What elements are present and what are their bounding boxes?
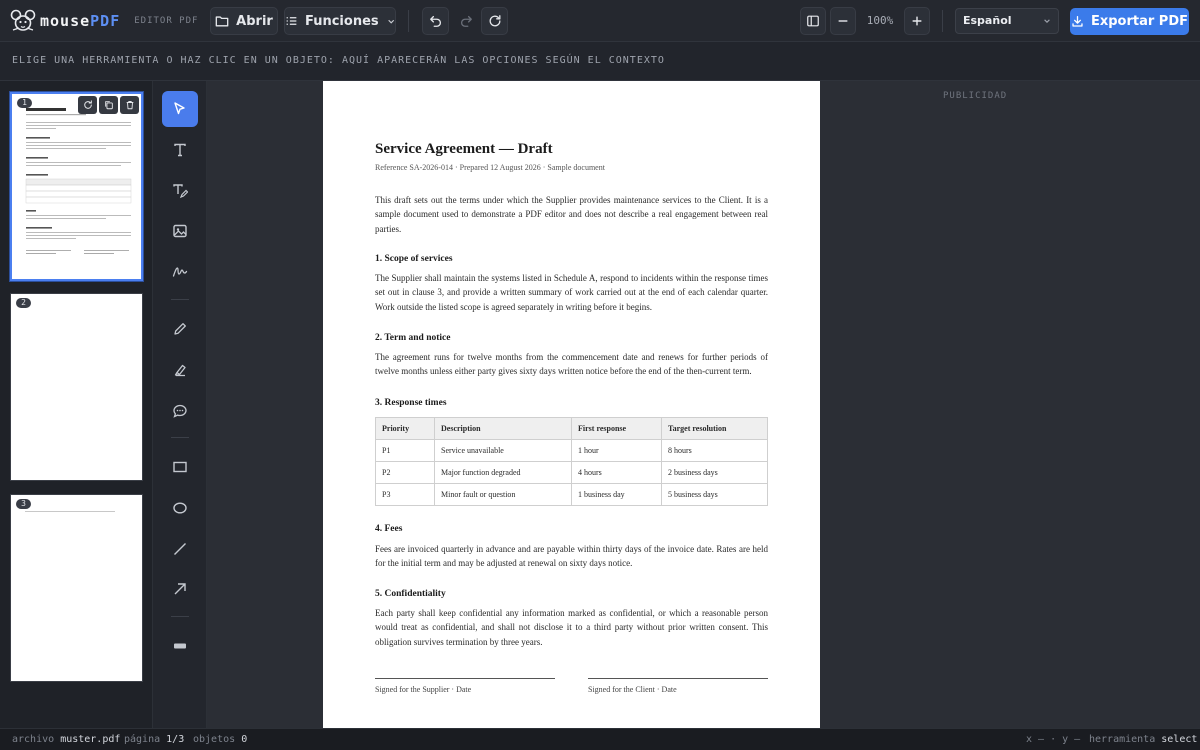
table-row xyxy=(376,484,768,506)
tool-pen[interactable] xyxy=(162,311,198,347)
table-header-row xyxy=(376,418,768,440)
section-paragraph: Fees are invoiced quarterly in advance and are payable within thirty days of the invoice date. Rates are held for the initial term and may be adjusted at renewal on sixty days notice. xyxy=(375,544,768,569)
tool-text[interactable] xyxy=(162,132,198,168)
section-paragraph: Each party shall keep confidential any information marked as confidential, or which a reasonable person would treat as confidential, and shall not disclose it to a third party without prior written consent. This obligation survives termination by three years. xyxy=(375,608,768,647)
text-edit-icon xyxy=(172,183,188,199)
context-hint: ELIGE UNA HERRAMIENTA O HAZ CLIC EN UN OBJETO: AQUÍ APARECERÁN LAS OPCIONES SEGÚN EL CONTEXTO xyxy=(12,55,665,66)
toolbar-divider xyxy=(408,10,409,32)
page-thumbnail-3[interactable] xyxy=(10,494,143,682)
arrow-icon xyxy=(172,581,188,597)
page-number-badge: 3 xyxy=(16,499,31,509)
table-cell: P1 xyxy=(376,440,435,462)
document-canvas[interactable] xyxy=(207,81,1200,728)
redo-icon xyxy=(459,14,473,28)
top-toolbar xyxy=(0,0,1200,42)
app-name: mousePDF xyxy=(40,12,121,30)
delete-page-button[interactable] xyxy=(120,96,139,114)
status-tool: herramienta select xyxy=(1089,734,1198,745)
table-cell: 5 business days xyxy=(662,484,768,506)
table-row xyxy=(376,440,768,462)
page-thumbnails-panel xyxy=(0,81,153,728)
tool-rectangle[interactable] xyxy=(162,449,198,485)
app-subtitle: EDITOR PDF xyxy=(134,16,199,26)
highlighter-icon xyxy=(172,362,188,378)
language-value: Español xyxy=(963,14,1012,27)
table-cell: 1 business day xyxy=(572,484,662,506)
line-icon xyxy=(172,541,188,557)
redo-button[interactable] xyxy=(452,7,479,35)
image-icon xyxy=(172,223,188,239)
page-1-preview xyxy=(12,94,143,281)
list-icon xyxy=(285,14,298,28)
rotate-page-button[interactable] xyxy=(78,96,97,114)
open-button[interactable] xyxy=(210,7,278,35)
toolbar-divider xyxy=(942,10,943,32)
chevron-down-icon xyxy=(1043,17,1051,25)
language-select[interactable] xyxy=(955,8,1059,34)
context-options-bar xyxy=(0,42,1200,81)
folder-icon xyxy=(215,14,229,28)
page-thumbnail-1[interactable] xyxy=(10,92,143,281)
plus-icon xyxy=(910,14,924,28)
tool-image[interactable] xyxy=(162,213,198,249)
status-page: página 1/3 xyxy=(124,734,185,745)
export-label: Exportar PDF xyxy=(1090,14,1189,29)
section-paragraph: The Supplier shall maintain the systems listed in Schedule A, respond to incidents within the response times set out in clause 3, and provide a written summary of work carried out at the end of each calendar quarter. Work outside the listed scope is agreed separately in writing before it begins. xyxy=(375,273,768,312)
response-times-table xyxy=(375,417,768,506)
signature-icon xyxy=(172,264,188,280)
table-header: Description xyxy=(435,418,572,440)
thumbnail-actions xyxy=(78,96,139,114)
table-cell: Minor fault or question xyxy=(435,484,572,506)
page-thumbnail-2[interactable] xyxy=(10,293,143,481)
ad-label: PUBLICIDAD xyxy=(943,91,1008,101)
zoom-level: 100% xyxy=(866,14,894,27)
tool-arrow[interactable] xyxy=(162,571,198,607)
client-signature-line: Signed for the Client · Date xyxy=(588,678,768,694)
undo-button[interactable] xyxy=(422,7,449,35)
rotate-icon xyxy=(83,100,93,110)
tool-highlighter[interactable] xyxy=(162,352,198,388)
table-cell: 8 hours xyxy=(662,440,768,462)
table-cell: P3 xyxy=(376,484,435,506)
tool-rail xyxy=(153,81,207,728)
table-row xyxy=(376,462,768,484)
zoom-in-button[interactable] xyxy=(904,7,930,35)
rectangle-icon xyxy=(172,459,188,475)
pencil-icon xyxy=(172,321,188,337)
download-icon xyxy=(1071,15,1084,28)
intro-paragraph: This draft sets out the terms under which the Supplier provides maintenance services to the Client. It is a sample document used to demonstrate a PDF editor and does not describe a real engagement between real parties. xyxy=(375,195,768,234)
section-heading: 1. Scope of services xyxy=(375,254,453,264)
reset-button[interactable] xyxy=(481,7,508,35)
document-reference: Reference SA-2026-014 · Prepared 12 August 2026 · Sample document xyxy=(375,163,605,172)
text-icon xyxy=(172,142,188,158)
tool-divider xyxy=(171,616,189,617)
status-objects: objetos 0 xyxy=(193,734,248,745)
open-button-label: Abrir xyxy=(236,13,273,29)
tool-line[interactable] xyxy=(162,531,198,567)
status-bar xyxy=(0,728,1200,750)
table-header: Target resolution xyxy=(662,418,768,440)
table-cell: 4 hours xyxy=(572,462,662,484)
table-cell: 2 business days xyxy=(662,462,768,484)
section-heading: 2. Term and notice xyxy=(375,333,451,343)
tool-ellipse[interactable] xyxy=(162,490,198,526)
toggle-sidebar-button[interactable] xyxy=(800,7,826,35)
table-header: Priority xyxy=(376,418,435,440)
chevron-down-icon xyxy=(387,17,395,26)
document-title: Service Agreement — Draft xyxy=(375,141,553,157)
export-pdf-button[interactable] xyxy=(1070,8,1189,35)
undo-icon xyxy=(429,14,443,28)
section-heading: 5. Confidentiality xyxy=(375,589,446,599)
copy-icon xyxy=(104,100,114,110)
app-logo xyxy=(10,8,198,34)
tool-signature[interactable] xyxy=(162,254,198,290)
tool-select[interactable] xyxy=(162,91,198,127)
page-number-badge: 2 xyxy=(16,298,31,308)
whiteout-icon xyxy=(172,638,188,654)
comment-icon xyxy=(172,403,188,419)
section-paragraph: The agreement runs for twelve months from the commencement date and renews for further periods of twelve months unless either party gives sixty days written notice before the end of the then-current term. xyxy=(375,352,768,377)
table-cell: 1 hour xyxy=(572,440,662,462)
tool-divider xyxy=(171,299,189,300)
functions-menu-button[interactable] xyxy=(284,7,396,35)
page-number-badge: 1 xyxy=(17,98,32,108)
sidebar-icon xyxy=(806,14,820,28)
ellipse-icon xyxy=(172,500,188,516)
refresh-icon xyxy=(488,14,502,28)
pdf-page[interactable] xyxy=(323,81,820,728)
table-cell: Service unavailable xyxy=(435,440,572,462)
supplier-signature-line: Signed for the Supplier · Date xyxy=(375,678,555,694)
page-3-preview xyxy=(11,495,143,682)
tool-whiteout[interactable] xyxy=(162,628,198,664)
cursor-icon xyxy=(172,101,188,117)
status-coordinates: x — · y — xyxy=(1026,734,1081,745)
table-header: First response xyxy=(572,418,662,440)
zoom-out-button[interactable] xyxy=(830,7,856,35)
functions-label: Funciones xyxy=(304,13,379,29)
table-cell: Major function degraded xyxy=(435,462,572,484)
tool-comment[interactable] xyxy=(162,393,198,429)
status-file: archivo muster.pdf xyxy=(12,734,121,745)
tool-divider xyxy=(171,437,189,438)
duplicate-page-button[interactable] xyxy=(99,96,118,114)
section-heading: 4. Fees xyxy=(375,524,403,534)
trash-icon xyxy=(125,100,135,110)
section-heading: 3. Response times xyxy=(375,398,447,408)
tool-edit-text[interactable] xyxy=(162,173,198,209)
table-cell: P2 xyxy=(376,462,435,484)
mouse-logo-icon xyxy=(10,8,36,34)
minus-icon xyxy=(836,14,850,28)
